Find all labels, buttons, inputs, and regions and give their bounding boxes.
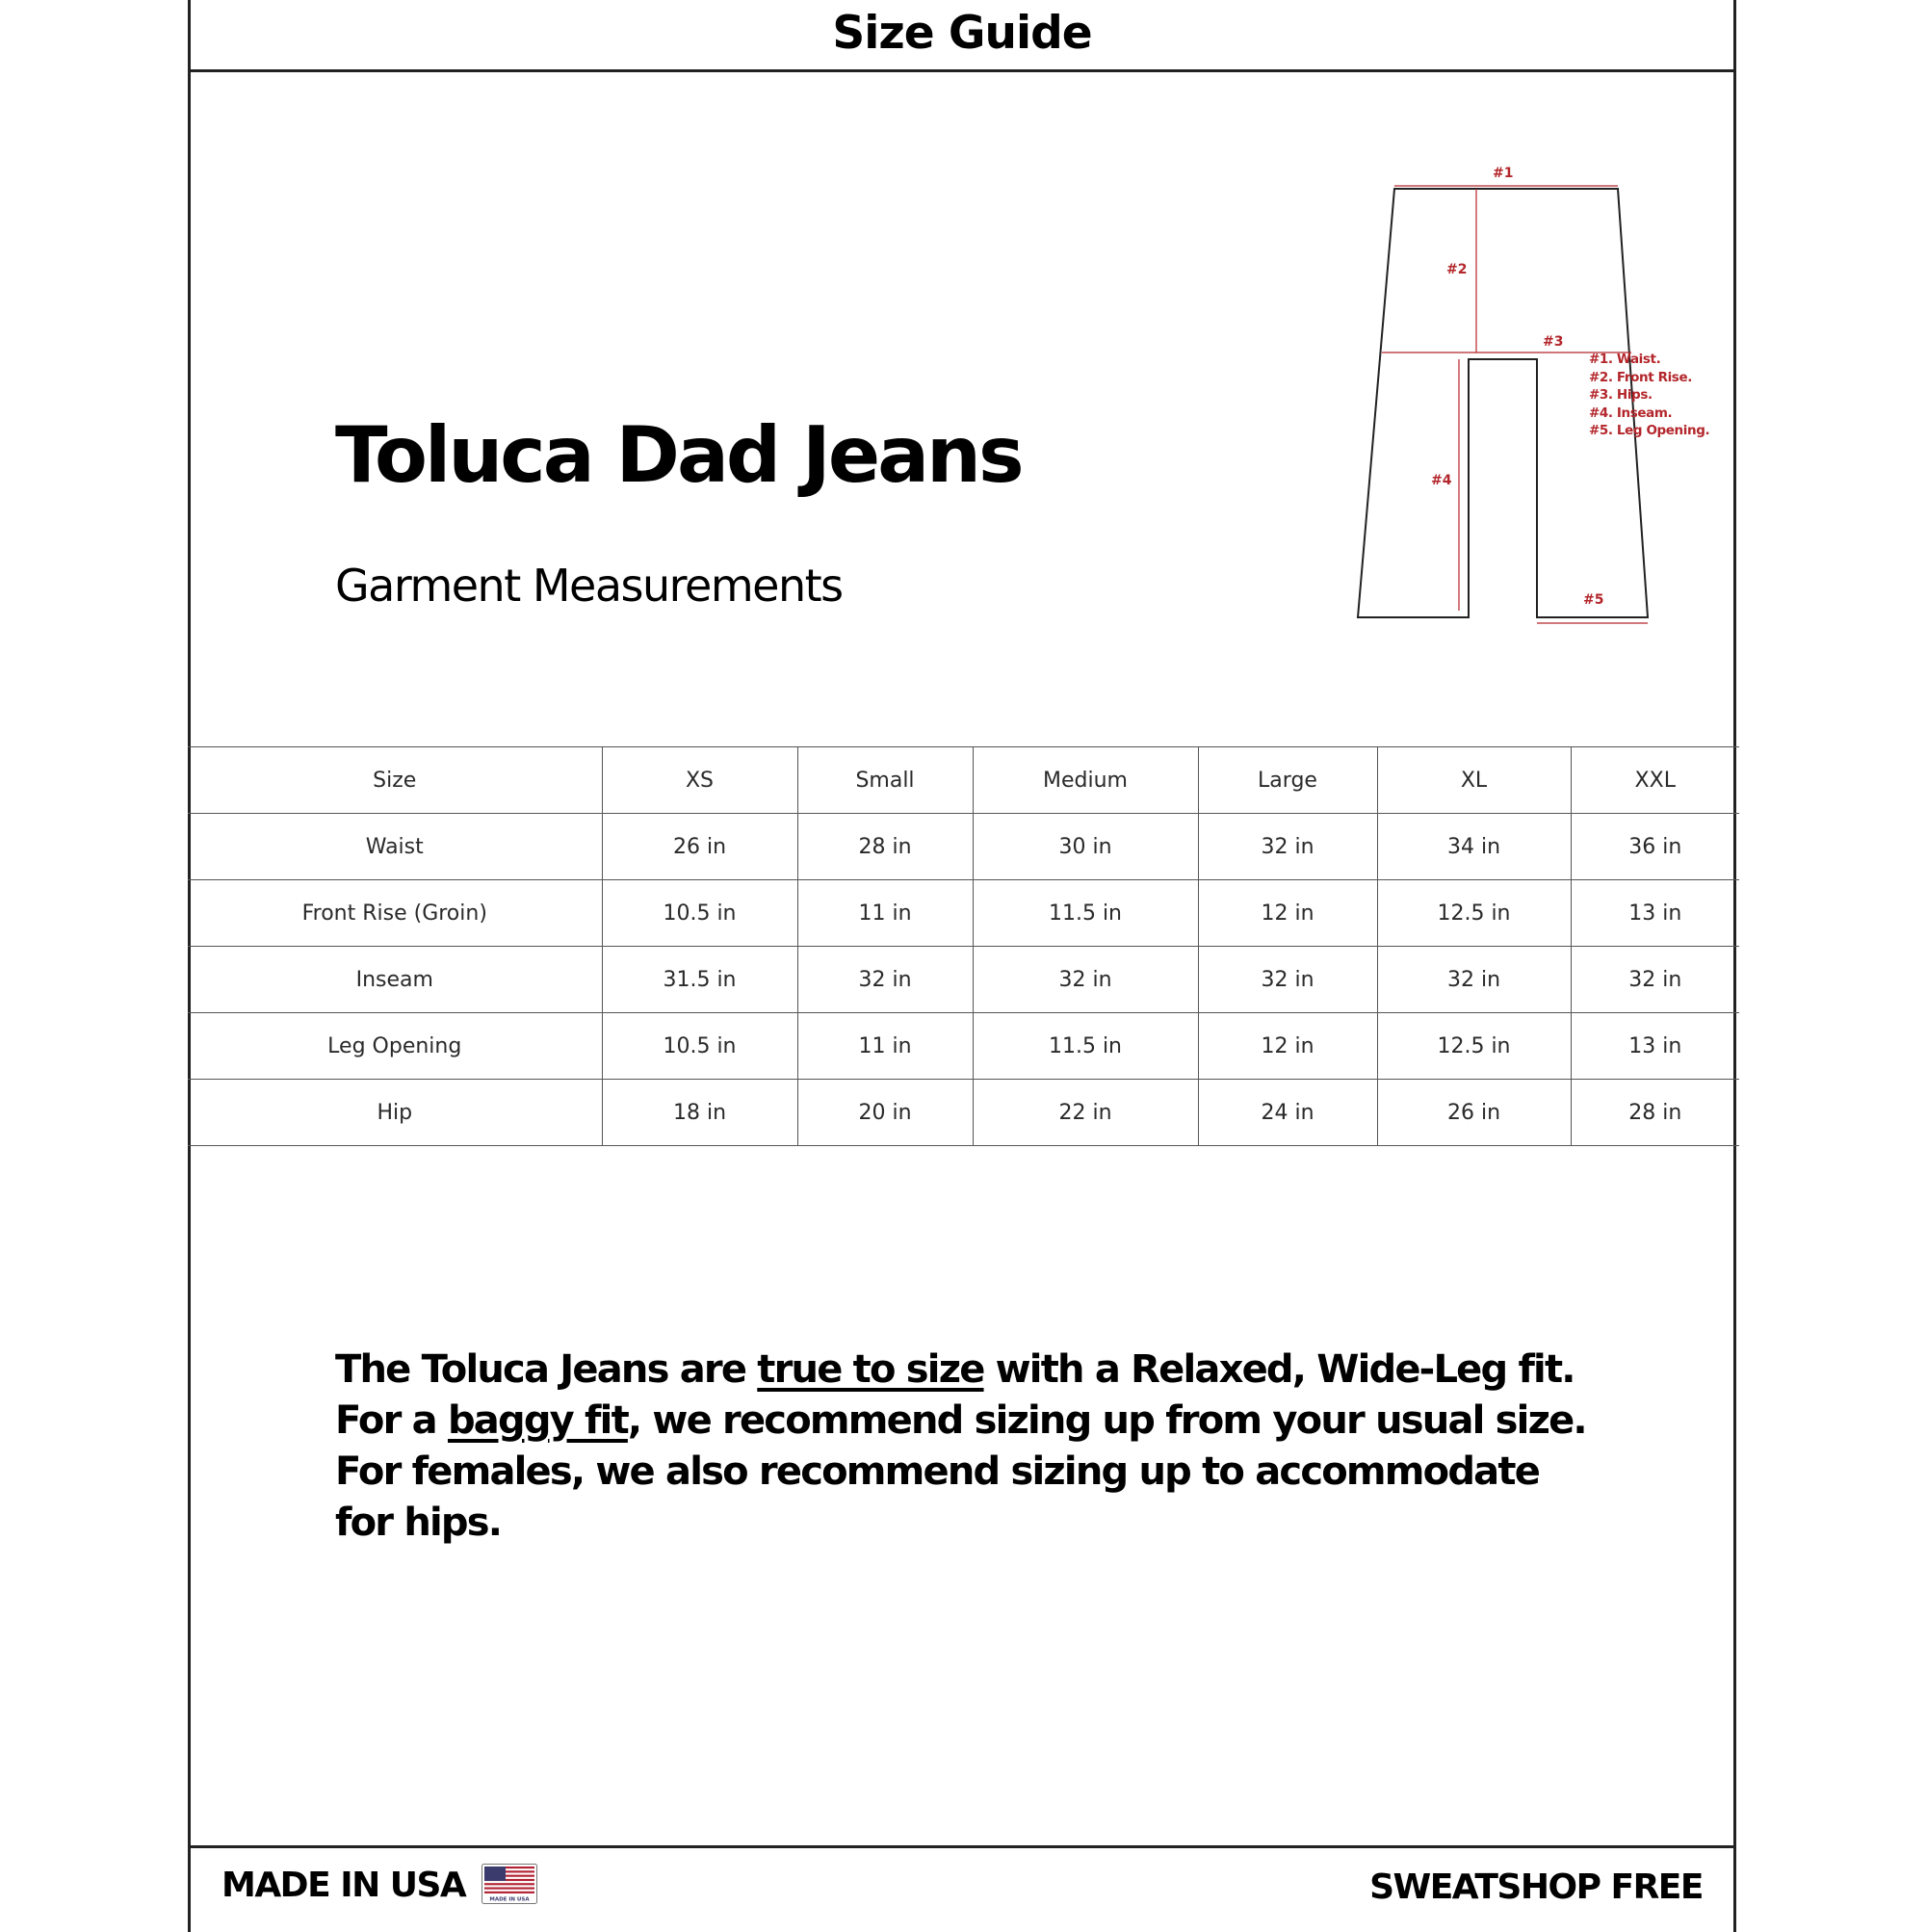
table-cell: 32 in bbox=[1377, 947, 1571, 1013]
table-header-cell: XS bbox=[602, 747, 797, 814]
legend-item-front-rise: #2. Front Rise. bbox=[1589, 369, 1692, 385]
table-cell: 11.5 in bbox=[973, 1013, 1198, 1080]
fit-note-text: with a Relaxed, Wide-Leg fit. For a bbox=[335, 1347, 1575, 1443]
table-row bbox=[188, 814, 1739, 880]
table-header-cell: Small bbox=[797, 747, 973, 814]
table-header-cell: Large bbox=[1198, 747, 1377, 814]
diagram-legend bbox=[1589, 351, 1709, 440]
flag-caption: MADE IN USA bbox=[489, 1896, 530, 1903]
made-in-usa-label: MADE IN USA bbox=[221, 1866, 466, 1905]
header-bar bbox=[191, 0, 1733, 72]
table-cell: 13 in bbox=[1571, 1013, 1739, 1080]
table-cell: 32 in bbox=[797, 947, 973, 1013]
table-row bbox=[188, 1013, 1739, 1080]
table-cell: Leg Opening bbox=[188, 1013, 602, 1080]
table-cell: 10.5 in bbox=[602, 880, 797, 947]
table-cell: 32 in bbox=[973, 947, 1198, 1013]
size-guide-sheet bbox=[188, 0, 1736, 1932]
fit-note bbox=[335, 1345, 1597, 1549]
diagram-label-1: #1 bbox=[1493, 166, 1514, 181]
table-cell: Hip bbox=[188, 1080, 602, 1146]
table-cell: 36 in bbox=[1571, 814, 1739, 880]
size-table bbox=[188, 746, 1739, 1146]
table-cell: 28 in bbox=[1571, 1080, 1739, 1146]
table-cell: 30 in bbox=[973, 814, 1198, 880]
table-cell: 34 in bbox=[1377, 814, 1571, 880]
footer-bar bbox=[191, 1845, 1733, 1932]
table-cell: 12.5 in bbox=[1377, 1013, 1571, 1080]
table-header-cell: Size bbox=[188, 747, 602, 814]
sweatshop-free-label: SWEATSHOP FREE bbox=[1369, 1867, 1703, 1907]
product-title: Toluca Dad Jeans bbox=[335, 410, 1022, 500]
table-row bbox=[188, 947, 1739, 1013]
table-cell: 32 in bbox=[1571, 947, 1739, 1013]
fit-note-emphasis: baggy fit bbox=[447, 1398, 628, 1443]
table-cell: 24 in bbox=[1198, 1080, 1377, 1146]
product-subtitle: Garment Measurements bbox=[335, 560, 843, 612]
diagram-label-2: #2 bbox=[1446, 262, 1468, 277]
us-flag-icon bbox=[482, 1864, 537, 1904]
table-cell: 28 in bbox=[797, 814, 973, 880]
page-title: Size Guide bbox=[832, 6, 1092, 60]
legend-item-hips: #3. Hips. bbox=[1589, 387, 1653, 403]
table-cell: 26 in bbox=[1377, 1080, 1571, 1146]
fit-note-text: The Toluca Jeans are bbox=[335, 1347, 758, 1392]
fit-note-text: , we recommend sizing up from your usual size. For females, we also recommend sizing up to accommodate for hips. bbox=[335, 1398, 1586, 1545]
table-cell: 12.5 in bbox=[1377, 880, 1571, 947]
table-cell: 12 in bbox=[1198, 1013, 1377, 1080]
table-cell: 26 in bbox=[602, 814, 797, 880]
diagram-label-5: #5 bbox=[1583, 592, 1604, 608]
table-header-cell: Medium bbox=[973, 747, 1198, 814]
table-header-cell: XL bbox=[1377, 747, 1571, 814]
table-cell: 11 in bbox=[797, 880, 973, 947]
table-cell: 32 in bbox=[1198, 947, 1377, 1013]
legend-item-leg-opening: #5. Leg Opening. bbox=[1589, 423, 1710, 438]
table-row bbox=[188, 880, 1739, 947]
diagram-label-3: #3 bbox=[1543, 334, 1564, 350]
legend-item-inseam: #4. Inseam. bbox=[1589, 405, 1673, 421]
fit-note-emphasis: true to size bbox=[757, 1347, 984, 1392]
table-cell: 32 in bbox=[1198, 814, 1377, 880]
table-header-cell: XXL bbox=[1571, 747, 1739, 814]
diagram-label-4: #4 bbox=[1431, 473, 1452, 488]
table-cell: 31.5 in bbox=[602, 947, 797, 1013]
legend-item-waist: #1. Waist. bbox=[1589, 352, 1661, 367]
table-row bbox=[188, 1080, 1739, 1146]
table-cell: 12 in bbox=[1198, 880, 1377, 947]
table-cell: 11 in bbox=[797, 1013, 973, 1080]
table-cell: Waist bbox=[188, 814, 602, 880]
table-cell: Inseam bbox=[188, 947, 602, 1013]
table-cell: Front Rise (Groin) bbox=[188, 880, 602, 947]
table-header-row bbox=[188, 747, 1739, 814]
table-cell: 10.5 in bbox=[602, 1013, 797, 1080]
table-cell: 13 in bbox=[1571, 880, 1739, 947]
table-cell: 22 in bbox=[973, 1080, 1198, 1146]
table-cell: 20 in bbox=[797, 1080, 973, 1146]
table-cell: 18 in bbox=[602, 1080, 797, 1146]
table-cell: 11.5 in bbox=[973, 880, 1198, 947]
